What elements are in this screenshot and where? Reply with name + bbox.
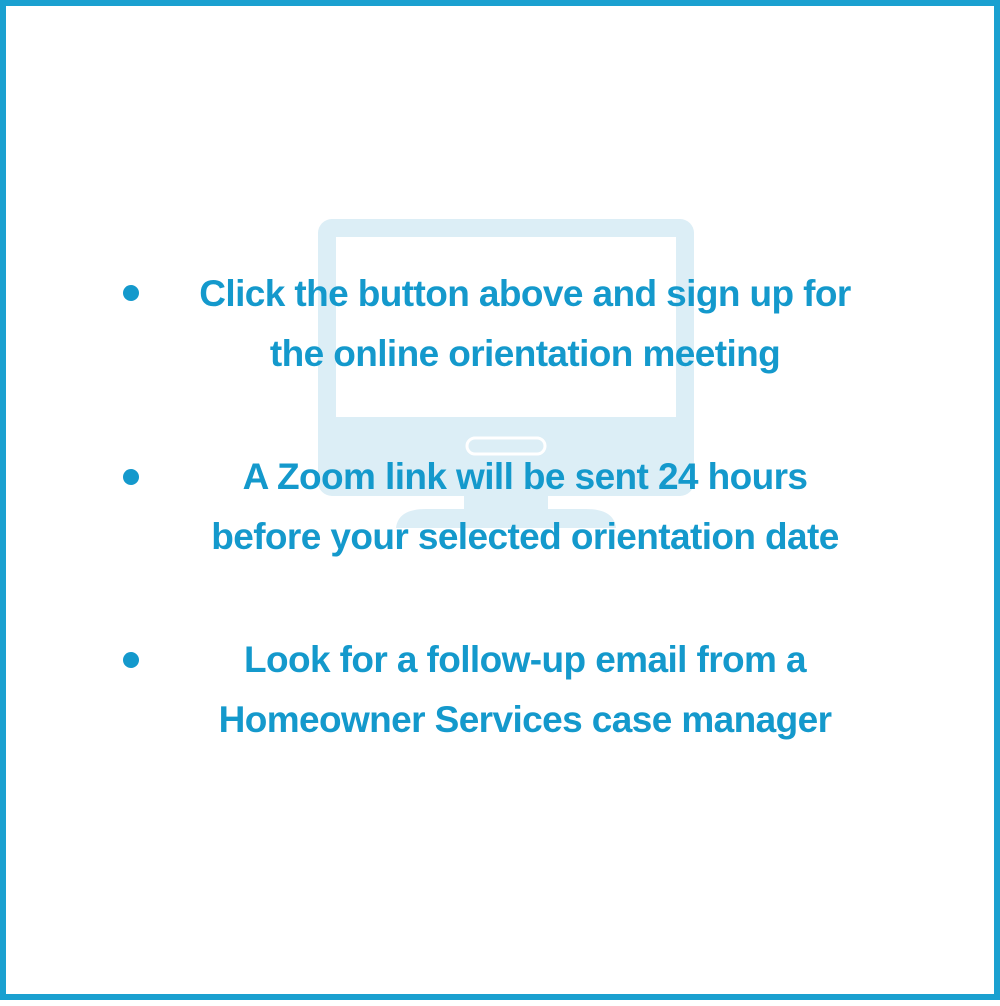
bullet-point-icon	[123, 285, 139, 301]
bullet-point-icon	[123, 652, 139, 668]
bullet-list	[6, 6, 1000, 1006]
bullet-2-line-2: before your selected orientation date	[211, 516, 839, 557]
bullet-3-line-2: Homeowner Services case manager	[218, 699, 832, 740]
bullet-point-icon	[123, 469, 139, 485]
bullet-1-line-1: Click the button above and sign up for	[199, 273, 851, 314]
bullet-2-line-1: A Zoom link will be sent 24 hours	[242, 456, 808, 497]
bullet-1-line-2: the online orientation meeting	[269, 333, 781, 374]
bullet-3-line-1: Look for a follow-up email from a	[244, 639, 806, 680]
